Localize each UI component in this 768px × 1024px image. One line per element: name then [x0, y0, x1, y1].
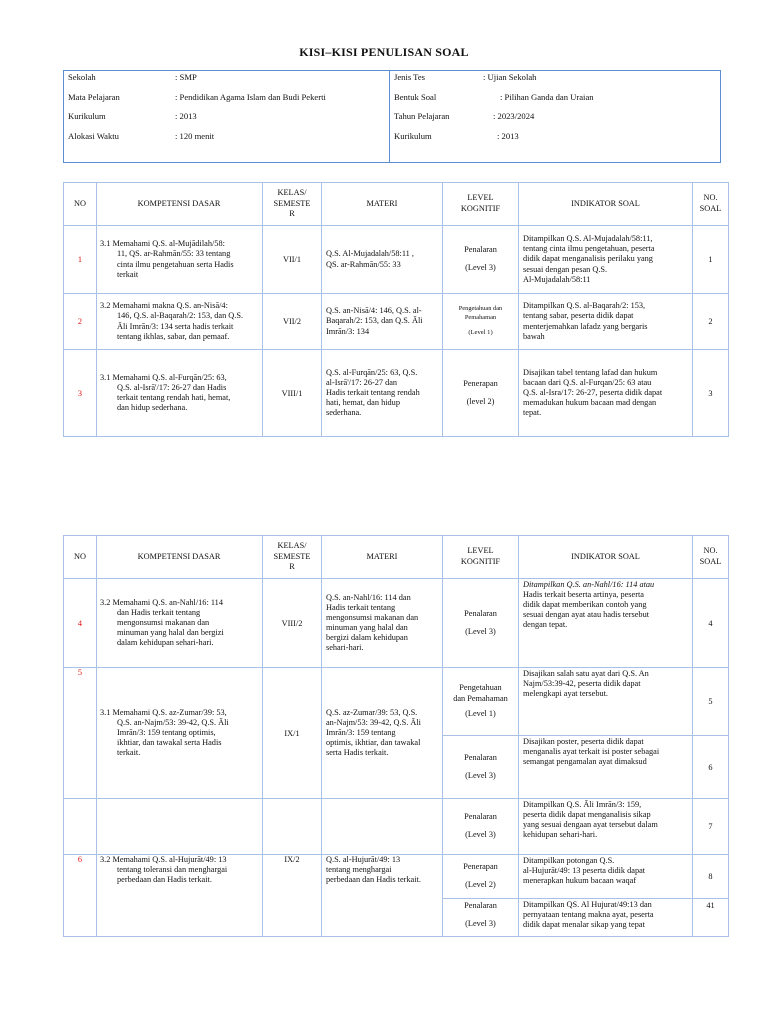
row-level [443, 294, 519, 350]
kd-line: ikhtiar, dan tawakal serta Hadis [117, 738, 222, 748]
table-row [64, 294, 729, 350]
info-value: : 2023/2024 [493, 111, 535, 121]
indikator-line: Disajikan salah satu ayat dari Q.S. An [523, 669, 649, 678]
row-no: 3 [64, 350, 97, 437]
indikator-line: Q.S. al-Isra/17: 26-27, peserta didik dapat [523, 387, 663, 397]
row-materi [322, 294, 443, 350]
header-level-line: LEVEL [467, 546, 494, 556]
level-number: (Level 2) [465, 880, 496, 889]
kd-line: terkait tentang rendah hati, hemat, [117, 393, 231, 402]
row-kelas: IX/1 [263, 668, 322, 799]
level-name: Pengetahuan dan Pemahaman [458, 305, 503, 321]
table-row [64, 579, 729, 668]
row-indikator [519, 350, 693, 437]
level-number: (Level 3) [465, 918, 496, 928]
row-no-empty [64, 799, 97, 855]
row-level [443, 799, 519, 855]
indikator-line: Disajikan poster, peserta didik dapat [523, 737, 644, 746]
row-nosoal: 6 [693, 736, 729, 799]
indikator-line: Ditampilkan Q.S. Al-Mujadalah/58:11, [523, 234, 653, 244]
info-value: : 2013 [497, 131, 519, 141]
level-number: (Level 3) [465, 263, 496, 272]
header-nosoal-line: NO. [703, 193, 718, 203]
kd-line: dan Hadis terkait tentang [117, 607, 201, 617]
indikator-line: menerapkan hukum bacaan waqaf [523, 876, 637, 886]
kd-line: minuman yang halal dan bergizi [117, 628, 224, 638]
header-nosoal-line: SOAL [699, 557, 722, 566]
row-nosoal: 5 [693, 668, 729, 736]
materi-line: an-Najm/53: 39-42, Q.S. Āli [326, 717, 421, 727]
table-row [64, 350, 729, 437]
indikator-line: Ditampilkan Q.S. Āli Imrān/3: 159, [523, 800, 642, 809]
info-label: Mata Pelajaran [68, 92, 120, 102]
materi-line: Q.S. al-Furqān/25: 63, Q.S. [326, 367, 418, 377]
header-kelas [263, 183, 322, 226]
indikator-line: Hadis terkait beserta artinya, peserta [523, 590, 644, 600]
indikator-line: tentang cinta ilmu pengetahuan, peserta [523, 244, 655, 254]
materi-line: Imrān/3: 134 [326, 326, 370, 336]
indikator-line: Najm/53:39-42, peserta didik dapat [523, 679, 641, 689]
row-no: 2 [64, 294, 97, 350]
header-kelas-line: R [289, 562, 295, 572]
row-nosoal: 3 [693, 350, 729, 437]
level-name: Penerapan [463, 378, 498, 388]
kd-line: tentang toleransi dan menghargai [117, 865, 228, 875]
row-kd [97, 350, 263, 437]
kd-line: 146, Q.S. al-Baqarah/2: 153, dan Q.S. [117, 311, 244, 321]
indikator-line: menterjemahkan lafadz yang bergaris [523, 321, 648, 331]
row-nosoal: 4 [693, 579, 729, 668]
indikator-line: Disajikan tabel tentang lafad dan hukum [523, 367, 658, 377]
materi-line: optimis, ikhtiar, dan tawakal [326, 738, 421, 748]
indikator-line: peserta didik dapat menganalisis sikap [523, 810, 651, 820]
kd-line: Q.S. an-Najm/53: 39-42, Q.S. Āli [117, 717, 229, 727]
info-value: : Ujian Sekolah [483, 72, 537, 82]
header-kelas [263, 536, 322, 579]
row-nosoal: 8 [693, 855, 729, 899]
table-header [64, 536, 729, 579]
info-value: : 120 menit [175, 131, 215, 141]
level-number: (Level 3) [465, 626, 496, 636]
kd-line: terkait. [117, 748, 141, 758]
info-label: Jenis Tes [394, 72, 425, 82]
indikator-line: Ditampilkan Q.S. an-Nahl/16: 114 atau [523, 580, 655, 589]
header-materi: MATERI [322, 183, 443, 226]
row-materi [322, 668, 443, 799]
row-level [443, 226, 519, 294]
indikator-line: bacaan dari Q.S. al-Furqan/25: 63 atau [523, 377, 652, 387]
materi-line: Imrān/3: 159 tentang [326, 727, 396, 737]
row-indikator [519, 799, 693, 855]
table-row [64, 855, 729, 899]
header-kd: KOMPETENSI DASAR [97, 536, 263, 579]
materi-line: Q.S. az-Zumar/39: 53, Q.S. [326, 707, 418, 717]
info-label: Alokasi Waktu [68, 131, 119, 141]
info-label: Kurikulum [394, 131, 432, 141]
header-kelas-line: KELAS/ [277, 187, 307, 197]
page-title: KISI–KISI PENULISAN SOAL [299, 45, 469, 59]
table-row [64, 226, 729, 294]
indikator-line: yang sesuai dengaan ayat tersebut dalam [523, 820, 658, 830]
indikator-line: bawah [523, 331, 545, 341]
row-nosoal: 1 [693, 226, 729, 294]
indikator-line: tepat. [523, 408, 542, 418]
row-kelas: IX/2 [263, 855, 322, 937]
row-indikator [519, 294, 693, 350]
level-name: Penalaran [464, 812, 497, 822]
row-indikator [519, 226, 693, 294]
materi-line: perbedaan dan Hadis terkait. [326, 875, 421, 885]
row-level [443, 579, 519, 668]
kd-line: tentang ikhlas, sabar, dan pemaaf. [117, 331, 230, 341]
indikator-line: Al-Mujadalah/58:11 [523, 274, 591, 284]
materi-line: serta Hadis terkait. [326, 748, 389, 758]
row-kelas: VIII/1 [263, 350, 322, 437]
header-nosoal [693, 183, 729, 226]
indikator-line: al-Hujurāt/49: 13 peserta didik dapat [523, 866, 646, 876]
kd-line: terkait [117, 269, 139, 279]
indikator-line: Ditampilkan Q.S. al-Baqarah/2: 153, [523, 301, 646, 311]
row-kd [97, 226, 263, 294]
kd-line: 11, QS. ar-Rahmān/55: 33 tentang [117, 249, 231, 259]
level-name: Penalaran [464, 245, 497, 255]
header-level-line: LEVEL [467, 193, 494, 203]
indikator-line: dengan tepat. [523, 620, 568, 630]
row-kd [97, 294, 263, 350]
row-indikator [519, 855, 693, 899]
header-nosoal [693, 536, 729, 579]
info-label: Kurikulum [68, 111, 106, 121]
indikator-line: semangat pengamalan ayat dimaksud [523, 757, 647, 767]
kisi-table-1 [63, 182, 729, 437]
indikator-line: Ditampilkan QS. Al Hujurat/49:13 dan [523, 900, 652, 909]
row-materi-empty [322, 799, 443, 855]
row-level [443, 350, 519, 437]
materi-line: Q.S. an-Nahl/16: 114 dan [326, 592, 411, 602]
info-value: : Pendidikan Agama Islam dan Budi Pekerti [175, 92, 326, 102]
kd-line: 3.2 Memahami Q.S. al-Hujurāt/49: 13 [100, 855, 227, 864]
kd-line: 3.2 Memahami Q.S. an-Nahl/16: 114 [100, 597, 223, 607]
indikator-line: sesuai dengan ayat atau hadis tersebut [523, 610, 650, 620]
materi-line: hati, hemat, dan hidup [326, 398, 400, 408]
kd-line: dan hidup sederhana. [117, 403, 188, 413]
kd-line: Imrān/3: 159 tentang optimis, [117, 727, 216, 737]
row-level [443, 668, 519, 736]
info-value: : Pilihan Ganda dan Uraian [500, 92, 594, 102]
info-left [64, 71, 390, 162]
info-value: : SMP [175, 72, 197, 82]
row-indikator [519, 668, 693, 736]
row-level [443, 899, 519, 937]
indikator-line: memadukan hukum bacaan mad dengan [523, 398, 657, 408]
header-level-line: KOGNITIF [460, 204, 501, 213]
materi-line: sederhana. [326, 408, 362, 418]
info-box [63, 70, 721, 163]
header-kelas-line: R [289, 209, 295, 219]
level-name: Penalaran [464, 901, 497, 910]
level-number: (Level 3) [465, 770, 496, 780]
indikator-line: Ditampilkan potongan Q.S. [523, 856, 615, 865]
row-kd [97, 855, 263, 937]
indikator-line: didik dapat menalar sikap yang tepat [523, 920, 645, 930]
level-name: Pengetahuan [459, 682, 502, 692]
indikator-line: sesuai dengan pesan Q.S. [523, 264, 608, 274]
level-name: Penalaran [464, 608, 497, 618]
indikator-line: menganalis ayat terkait isi poster sebagai [523, 747, 660, 757]
row-indikator [519, 579, 693, 668]
header-indikator: INDIKATOR SOAL [519, 183, 693, 226]
row-level [443, 855, 519, 899]
indikator-line: didik dapat menganalisis perilaku yang [523, 254, 653, 264]
header-level [443, 183, 519, 226]
header-kelas-line: KELAS/ [277, 540, 307, 550]
header-materi: MATERI [322, 536, 443, 579]
level-name-2: dan Pemahaman [453, 693, 508, 703]
table-row [64, 668, 729, 736]
row-kelas: VIII/2 [263, 579, 322, 668]
materi-line: al-Isrā'/17: 26-27 dan [326, 377, 398, 387]
row-nosoal: 41 [693, 899, 729, 937]
row-no: 4 [64, 579, 97, 668]
kd-line: cinta ilmu pengetahuan serta Hadis [117, 259, 234, 269]
header-nosoal-line: NO. [703, 546, 718, 556]
materi-line: Q.S. al-Hujurāt/49: 13 [326, 855, 401, 864]
header-level [443, 536, 519, 579]
row-kelas-empty [263, 799, 322, 855]
header-kelas-line: SEMESTE [273, 198, 311, 208]
materi-line: Hadis terkait tentang rendah [326, 387, 420, 397]
info-right [390, 71, 720, 162]
row-no: 6 [64, 855, 97, 937]
header-no: NO [64, 536, 97, 579]
kd-line: 3.2 Memahami makna Q.S. an-Nisā/4: [100, 301, 228, 311]
row-no: 5 [64, 668, 97, 799]
level-number: (Level 3) [465, 830, 496, 839]
row-nosoal: 7 [693, 799, 729, 855]
indikator-line: tentang sabar, peserta didik dapat [523, 311, 634, 321]
level-name: Penerapan [463, 862, 498, 872]
kd-line: mengonsumsi makanan dan [117, 617, 210, 627]
kd-line: 3.1 Memahami Q.S. al-Furqān/25: 63, [100, 372, 227, 382]
level-number: (Level 1) [468, 329, 493, 337]
row-nosoal: 2 [693, 294, 729, 350]
row-materi [322, 226, 443, 294]
row-level [443, 736, 519, 799]
kd-line: dalam kehidupan sehari-hari. [117, 638, 214, 648]
materi-line: Q.S. Al-Mujadalah/58:11 , [326, 249, 414, 259]
row-kd-empty [97, 799, 263, 855]
materi-line: bergizi dalam kehidupan [326, 633, 408, 643]
materi-line: Hadis terkait tentang [326, 602, 396, 612]
kd-line: perbedaan dan Hadis terkait. [117, 875, 212, 885]
table-header [64, 183, 729, 226]
kd-line: Q.S. al-Isrā'/17: 26-27 dan Hadis [117, 382, 227, 392]
level-name: Penalaran [464, 752, 497, 762]
row-no: 1 [64, 226, 97, 294]
row-kelas: VII/1 [263, 226, 322, 294]
indikator-line: pernyataan tentang makna ayat, peserta [523, 910, 654, 920]
materi-line: minuman yang halal dan [326, 623, 408, 632]
info-label: Bentuk Soal [394, 92, 437, 102]
kd-line: 3.1 Memahami Q.S. az-Zumar/39: 53, [100, 707, 227, 717]
row-indikator [519, 899, 693, 937]
info-label: Sekolah [68, 72, 96, 82]
indikator-line: didik dapat memberikan contoh yang [523, 600, 647, 610]
materi-line: sehari-hari. [326, 643, 364, 653]
table-row [64, 799, 729, 855]
info-label: Tahun Pelajaran [394, 111, 450, 121]
info-value: : 2013 [175, 111, 197, 121]
kd-line: 3.1 Memahami Q.S. al-Mujādilah/58: [100, 239, 225, 249]
header-no: NO [64, 183, 97, 226]
header-level-line: KOGNITIF [460, 557, 501, 566]
header-indikator: INDIKATOR SOAL [519, 536, 693, 579]
row-materi [322, 579, 443, 668]
header-nosoal-line: SOAL [699, 204, 722, 213]
materi-line: Baqarah/2: 153, dan Q.S. Āli [326, 316, 423, 326]
level-number: (Level 1) [465, 709, 496, 719]
level-number: (level 2) [466, 396, 495, 406]
row-kd [97, 668, 263, 799]
indikator-line: kehidupan sehari-hari. [523, 830, 598, 840]
row-materi [322, 855, 443, 937]
row-indikator [519, 736, 693, 799]
materi-line: mengonsumsi makanan dan [326, 612, 419, 622]
row-materi [322, 350, 443, 437]
materi-line: QS. ar-Rahmān/55: 33 [326, 259, 401, 269]
materi-line: tentang menghargai [326, 865, 392, 875]
kd-line: Āli Imrān/3: 134 serta hadis terkait [117, 321, 234, 331]
row-kelas: VII/2 [263, 294, 322, 350]
header-kelas-line: SEMESTE [273, 551, 311, 561]
header-kd: KOMPETENSI DASAR [97, 183, 263, 226]
materi-line: Q.S. an-Nisā/4: 146, Q.S. al- [326, 306, 422, 316]
indikator-line: melengkapi ayat tersebut. [523, 689, 609, 699]
row-kd [97, 579, 263, 668]
kisi-table-2 [63, 535, 729, 937]
